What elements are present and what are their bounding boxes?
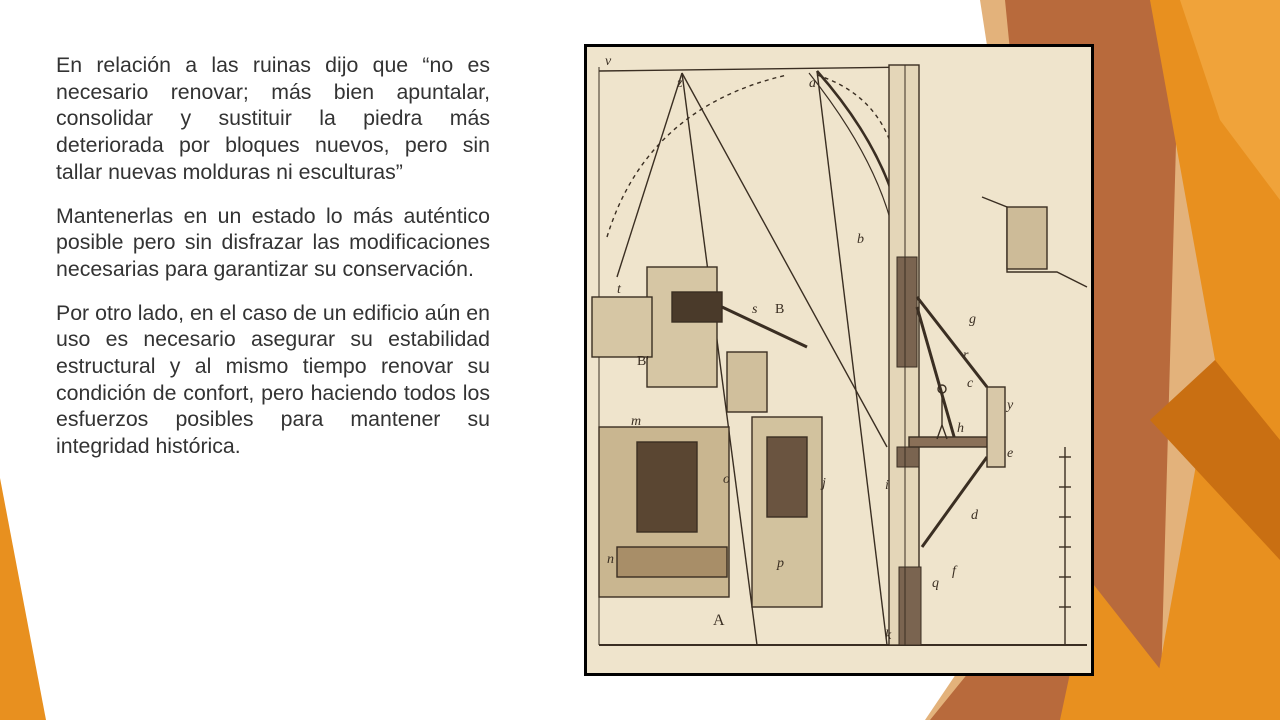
- label-t: t: [617, 282, 621, 297]
- label-y: y: [1007, 398, 1014, 413]
- label-v: v: [605, 54, 612, 69]
- arch-inner: [809, 73, 899, 267]
- body-text: [56, 52, 490, 477]
- bracket-top: [647, 267, 717, 387]
- label-B: B: [775, 302, 785, 317]
- label-m: m: [631, 414, 642, 429]
- label-r: r: [963, 348, 969, 363]
- label-p: p: [777, 556, 784, 571]
- top-line: [599, 67, 917, 71]
- bracket-lower-dark: [637, 442, 697, 532]
- label-h: h: [957, 421, 964, 436]
- bracket-bar: [722, 307, 807, 347]
- label-o: o: [723, 472, 730, 487]
- label-q: q: [932, 576, 939, 591]
- platform: [909, 437, 989, 447]
- label-d: d: [971, 508, 978, 523]
- post-y: [987, 387, 1005, 467]
- line-z3: [617, 73, 682, 277]
- label-z: z: [677, 76, 683, 91]
- label-g: g: [969, 312, 976, 327]
- left-orange-shape: [0, 478, 46, 720]
- label-A: A: [713, 612, 725, 629]
- label-e: e: [1007, 446, 1014, 461]
- bracket-plate: [727, 352, 767, 412]
- bracket-top-dark: [672, 292, 722, 322]
- label-i: i: [885, 478, 889, 493]
- paragraph-3: Por otro lado, en el caso de un edificio aún en uso es necesario asegurar su estabilidad estructural y al mismo tiempo renovar su condición de confort, pero haciendo todos los esfuerzos posibles para mantener su integridad histórica.: [56, 300, 490, 459]
- label-f: f: [952, 564, 956, 579]
- label-a: a: [809, 76, 816, 91]
- label-b: b: [857, 232, 864, 247]
- bracket-left: [592, 297, 652, 357]
- bracket-lower-base: [617, 547, 727, 577]
- paragraph-1: En relación a las ruinas dijo que “no es necesario renovar; más bien apuntalar, consolidar y sustituir la piedra más deteriorada por bloques nuevos, pero sin tallar nuevas molduras ni esculturas”: [56, 53, 490, 184]
- engraving-drawing: [587, 47, 1091, 673]
- label-n: n: [607, 552, 614, 567]
- paragraph-2: Mantenerlas en un estado lo más auténtico posible pero sin disfrazar las modificaciones necesarias para garantizar su conservación.: [56, 203, 490, 281]
- pier-dark-3: [899, 567, 921, 645]
- label-k: k: [885, 628, 892, 643]
- label-j: j: [822, 476, 826, 491]
- strut-c: [917, 307, 957, 447]
- building-block: [1007, 207, 1047, 269]
- strut-d: [922, 457, 987, 547]
- label-s: s: [752, 302, 758, 317]
- engraving-illustration-icon: [584, 44, 1094, 676]
- bracket-lower-right-dark: [767, 437, 807, 517]
- pier-dark-2: [897, 447, 919, 467]
- pier-dark-1: [897, 257, 917, 367]
- label-B-prime: B': [637, 354, 649, 369]
- label-c: c: [967, 376, 974, 391]
